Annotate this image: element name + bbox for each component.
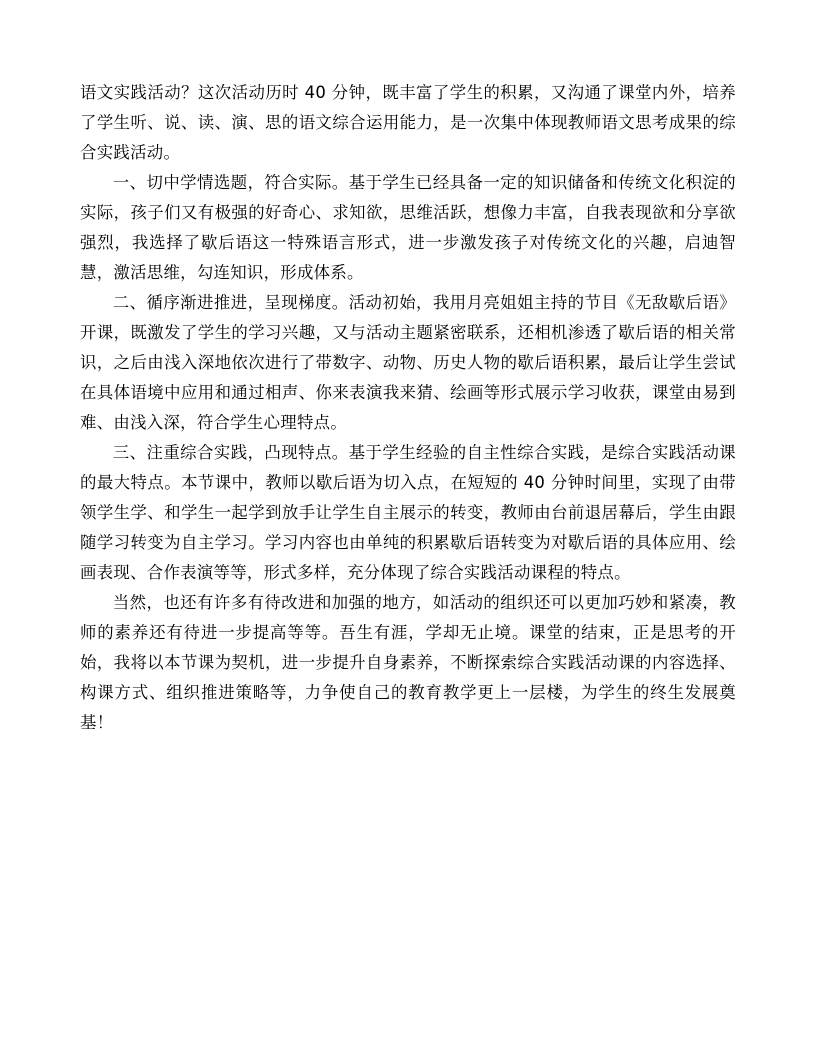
text-line: 了综合实践活动课程的特点。 (413, 563, 631, 582)
text-line: 画等形式展示学习收获，课堂由易到难、由浅入深，符合学生心理特点。 (80, 383, 736, 432)
text-line: 语转变为对歇后语的具体应用、绘画表现、合作表演等等，形式多样，充分体现 (80, 533, 737, 582)
paragraph-point-3 (80, 438, 736, 588)
text-line: 束，正是思考的开始，我将以本节课为契机，进一步提升自身素养，不断探索综 (80, 623, 736, 672)
text-line: 语文思考成果的综合实践活动。 (80, 113, 736, 162)
text-line: 紧凑，教师的素养还有待进一步提高等等。吾生有涯，学却无止境。课堂的结 (80, 593, 736, 642)
text-line: 台前退居幕后，学生由跟随学习转变为自主学习。学习内容也由单纯的积累歇后 (80, 503, 736, 552)
text-line: 践活动课的最大特点。本节课中，教师以歇后语为切入点，在短短的 40 分钟时间 (80, 443, 736, 492)
text-line: 化积淀的实际，孩子们又有极强的好奇心、求知欲，思维活跃，想像力丰富，自 (80, 173, 736, 222)
text-line: 合实践活动课的内容选择、构课方式、组织推进策略等，力争使自己的教育教学 (80, 653, 736, 702)
text-line: 里，实现了由带领学生学、和学生一起学到放手让学生自主展示的转变，教师由 (80, 473, 736, 522)
text-line: 歇后语》开课，既激发了学生的学习兴趣，又与活动主题紧密联系，还相机渗透 (80, 293, 736, 342)
text-line: 一、切中学情选题，符合实际。基于学生已经具备一定的知识储备和传统文 (112, 173, 669, 192)
text-line: 更上一层楼，为学生的终生发展奠基！ (80, 683, 736, 732)
document-body (80, 78, 736, 738)
text-line: 了歇后语的相关常识，之后由浅入深地依次进行了带数字、动物、历史人物的歇 (80, 323, 736, 372)
text-line: 外，培养了学生听、说、读、演、思的语文综合运用能力，是一次集中体现教师 (80, 83, 736, 132)
paragraph-intro (80, 78, 736, 168)
text-line: 语文实践活动？这次活动历时 40 分钟，既丰富了学生的积累，又沟通了课堂内 (80, 83, 669, 102)
text-line: 二、循序渐进推进，呈现梯度。活动初始，我用月亮姐姐主持的节目《无敌 (112, 293, 669, 312)
text-line: 后语积累，最后让学生尝试在具体语境中应用和通过相声、你来表演我来猜、绘 (80, 353, 736, 402)
text-line: 传统文化的兴趣，启迪智慧，激活思维，勾连知识，形成体系。 (80, 233, 736, 282)
text-line: 三、注重综合实践，凸现特点。基于学生经验的自主性综合实践，是综合实 (112, 443, 669, 462)
paragraph-conclusion (80, 588, 736, 738)
paragraph-point-1 (80, 168, 736, 288)
paragraph-point-2 (80, 288, 736, 438)
text-line: 当然，也还有许多有待改进和加强的地方，如活动的组织还可以更加巧妙和 (112, 593, 669, 612)
text-line: 我表现欲和分享欲强烈，我选择了歇后语这一特殊语言形式，进一步激发孩子对 (80, 203, 736, 252)
